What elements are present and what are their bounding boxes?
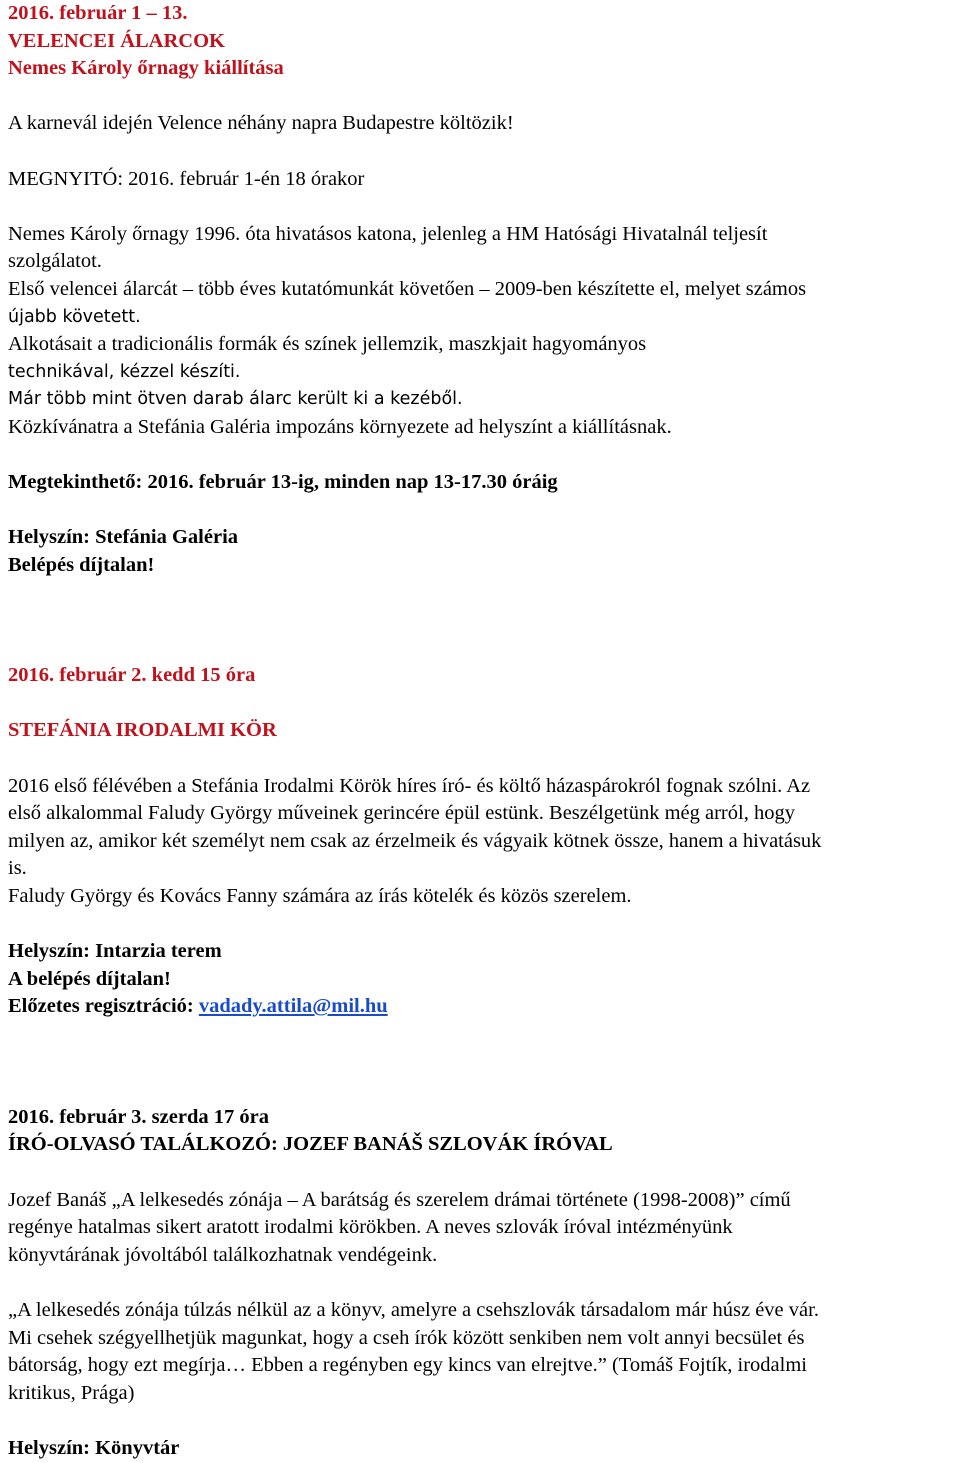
event1-subtitle: Nemes Károly őrnagy kiállítása — [8, 57, 284, 80]
event2-body — [8, 773, 948, 911]
event3-quote — [8, 1297, 948, 1407]
event1-intro: A karnevál idején Velence néhány napra Budapestre költözik! — [8, 112, 514, 135]
event1-body — [8, 221, 948, 442]
event2-body-line: milyen az, amikor két személyt nem csak az érzelmeik és vágyaik kötnek össze, hanem a hivatásuk — [8, 829, 822, 852]
event2-location: Helyszín: Intarzia terem — [8, 940, 222, 963]
event3-quote-line: kritikus, Prága) — [8, 1381, 135, 1404]
event2-entry: A belépés díjtalan! — [8, 967, 171, 990]
event1-date: 2016. február 1 – 13. — [8, 2, 188, 24]
event3-body-line: Jozef Banáš „A lelkesedés zónája – A barátság és szerelem drámai története (1998-2008)” című — [8, 1188, 791, 1211]
event3-date: 2016. február 3. szerda 17 óra — [8, 1105, 269, 1128]
event1-location: Helyszín: Stefánia Galéria — [8, 526, 239, 549]
event1-body-line: Közkívánatra a Stefánia Galéria impozáns környezete ad helyszínt a kiállításnak. — [8, 415, 672, 438]
event1-body-line: Alkotásait a tradicionális formák és színek jellemzik, maszkjait hagyományos — [8, 333, 647, 356]
event2-date: 2016. február 2. kedd 15 óra — [8, 664, 256, 687]
event3-body-line: regénye hatalmas sikert aratott irodalmi körökben. A neves szlovák íróval intézményünk — [8, 1216, 733, 1239]
document-page — [8, 0, 948, 1463]
event2-body-line: 2016 első félévében a Stefánia Irodalmi Körök híres író- és költő házaspárokról fognak szólni. Az — [8, 774, 811, 797]
event2-body-line: is. — [8, 857, 27, 880]
registration-email-link[interactable]: vadady.attila@mil.hu — [198, 995, 388, 1018]
event1-body-line: Nemes Károly őrnagy 1996. óta hivatásos katona, jelenleg a HM Hatósági Hivatalnál teljesít — [8, 222, 768, 245]
event3-title: ÍRÓ-OLVASÓ TALÁLKOZÓ: JOZEF BANÁŠ SZLOVÁK ÍRÓVAL — [8, 1133, 613, 1156]
event2-body-line: első alkalommal Faludy György műveinek gerincére épül estünk. Beszélgetünk még arról, hogy — [8, 802, 795, 825]
event2-title: STEFÁNIA IRODALMI KÖR — [8, 719, 277, 742]
event3-body-line: könyvtárának jóvoltából találkozhatnak vendégeink. — [8, 1243, 438, 1266]
event-iro-olvaso-talalkozo — [8, 1104, 948, 1463]
event1-title: VELENCEI ÁLARCOK — [8, 29, 225, 52]
event1-body-line: technikával, kézzel készíti. — [8, 361, 241, 382]
event-velencei-alarcok — [8, 0, 948, 579]
event1-body-line: szolgálatot. — [8, 250, 102, 273]
event3-quote-line: bátorság, hogy ezt megírja… Ebben a regényben egy kincs van elrejtve.” (Tomáš Fojtík, irodalmi — [8, 1354, 807, 1377]
event3-quote-line: „A lelkesedés zónája túlzás nélkül az a könyv, amelyre a csehszlovák társadalom már húsz éve vár. — [8, 1298, 819, 1321]
event1-body-line: újabb követett. — [8, 306, 141, 327]
event1-entry: Belépés díjtalan! — [8, 553, 155, 576]
registration-label: Előzetes regisztráció: — [8, 995, 199, 1018]
event3-location: Helyszín: Könyvtár — [8, 1436, 180, 1459]
event1-opening: MEGNYITÓ: 2016. február 1-én 18 órakor — [8, 167, 365, 190]
event1-body-line: Első velencei álarcát – több éves kutatómunkát követően – 2009-ben készítette el, melyet számos — [8, 277, 807, 300]
event2-registration — [8, 993, 948, 1021]
event1-viewing: Megtekinthető: 2016. február 13-ig, minden nap 13-17.30 óráig — [8, 471, 558, 494]
event3-body — [8, 1187, 948, 1270]
event1-body-line: Már több mint ötven darab álarc került ki a kezéből. — [8, 389, 463, 410]
event-irodalmi-kor — [8, 662, 948, 1021]
event2-body-line: Faludy György és Kovács Fanny számára az írás kötelék és közös szerelem. — [8, 885, 632, 908]
event3-quote-line: Mi csehek szégyellhetjük magunkat, hogy a cseh írók között senkiben nem volt annyi becsület és — [8, 1326, 805, 1349]
